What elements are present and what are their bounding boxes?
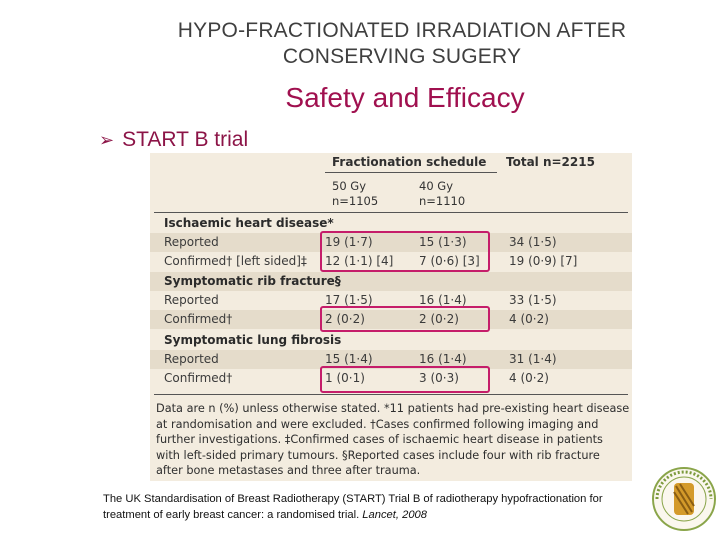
bullet-text: START B trial	[122, 128, 249, 151]
header-total: Total n=2215	[506, 155, 595, 169]
cell-50gy: 17 (1·5)	[325, 293, 373, 307]
cell-50gy: 2 (0·2)	[325, 312, 365, 326]
seal-icon	[651, 466, 717, 532]
col-40gy	[419, 179, 465, 209]
slide-title-line1: HYPO-FRACTIONATED IRRADIATION AFTER	[177, 19, 627, 42]
section-title-lung	[150, 331, 632, 350]
trial-table-image	[150, 153, 632, 481]
col-50gy-dose: 50 Gy	[332, 179, 367, 193]
highlight-box-ischaemic	[320, 231, 490, 272]
citation-text: The UK Standardisation of Breast Radiotherapy (START) Trial B of radiotherapy hypofractionation for treatment of early breast cancer: a randomised trial.	[103, 493, 603, 521]
col-40gy-n: n=1110	[419, 194, 466, 208]
slide-title-line2: CONSERVING SUGERY	[282, 45, 522, 68]
header-fractionation-schedule: Fractionation schedule	[332, 155, 487, 169]
cell-50gy: 19 (1·7)	[325, 235, 373, 249]
bullet-item	[99, 128, 248, 152]
highlight-box-rib	[320, 306, 490, 332]
slide-subtitle: Safety and Efficacy	[285, 82, 525, 113]
cell-40gy: 3 (0·3)	[419, 371, 459, 385]
row-label: Reported	[164, 235, 219, 249]
row-label: Reported	[164, 293, 219, 307]
cell-40gy: 2 (0·2)	[419, 312, 459, 326]
cell-40gy: 16 (1·4)	[419, 352, 467, 366]
cell-total: 34 (1·5)	[509, 235, 557, 249]
header-divider	[325, 172, 497, 173]
cell-50gy: 15 (1·4)	[325, 352, 373, 366]
section-label: Ischaemic heart disease*	[164, 216, 334, 230]
cell-50gy: 12 (1·1) [4]	[325, 254, 394, 268]
institution-seal-logo	[651, 466, 717, 532]
table-bottom-divider	[154, 394, 628, 395]
cell-40gy: 7 (0·6) [3]	[419, 254, 480, 268]
col-50gy-n: n=1105	[332, 194, 379, 208]
cell-total: 33 (1·5)	[509, 293, 557, 307]
cell-50gy: 1 (0·1)	[325, 371, 365, 385]
table-footnote: Data are n (%) unless otherwise stated. *11 patients had pre-existing heart disease at randomisation and were excluded. †Cases confirmed following imaging and further investigations. ‡Confirmed cases of ischaemic heart disease in patients with left-sided primary tumours. §Reported cases include four with rib fracture after bone metastases and three after trauma.	[156, 402, 630, 478]
col-50gy	[332, 179, 378, 209]
cell-40gy: 16 (1·4)	[419, 293, 467, 307]
citation-journal: Lancet, 2008	[362, 509, 427, 521]
highlight-box-lung	[320, 366, 490, 393]
section-label: Symptomatic lung fibrosis	[164, 333, 342, 347]
citation	[103, 491, 603, 523]
slide-title	[0, 18, 720, 70]
cell-40gy: 15 (1·3)	[419, 235, 467, 249]
arrow-bullet-icon: ➢	[99, 130, 115, 150]
row-label: Confirmed†	[164, 371, 233, 385]
row-label: Confirmed† [left sided]‡	[164, 254, 307, 268]
col-40gy-dose: 40 Gy	[419, 179, 454, 193]
cell-total: 31 (1·4)	[509, 352, 557, 366]
section-label: Symptomatic rib fracture§	[164, 274, 341, 288]
row-label: Confirmed†	[164, 312, 233, 326]
row-label: Reported	[164, 352, 219, 366]
cell-total: 4 (0·2)	[509, 371, 549, 385]
cell-total: 19 (0·9) [7]	[509, 254, 578, 268]
section-title-rib	[150, 272, 632, 291]
cell-total: 4 (0·2)	[509, 312, 549, 326]
table-divider	[154, 212, 628, 213]
